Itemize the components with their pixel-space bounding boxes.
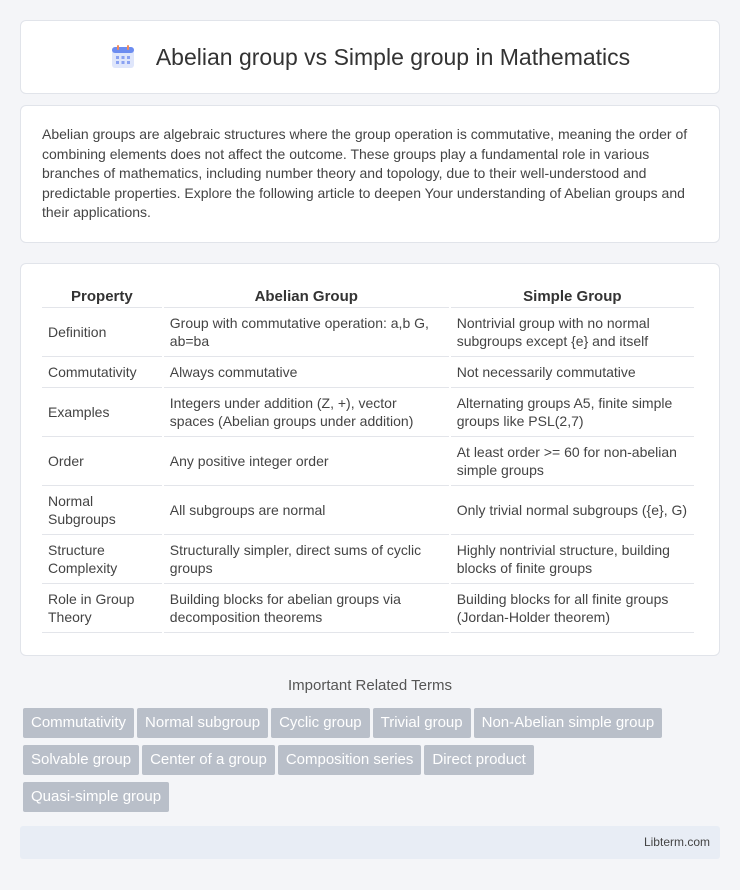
row-simple: At least order >= 60 for non-abelian simple groups [451, 437, 694, 486]
row-simple: Only trivial normal subgroups ({e}, G) [451, 486, 694, 535]
row-property: Examples [42, 388, 162, 437]
table-row [42, 535, 694, 584]
comparison-table [40, 286, 696, 633]
row-abelian: Always commutative [164, 357, 449, 388]
row-simple: Not necessarily commutative [451, 357, 694, 388]
row-property: Definition [42, 308, 162, 357]
row-simple: Nontrivial group with no normal subgroups except {e} and itself [451, 308, 694, 357]
tag-non-abelian-simple-group[interactable]: Non-Abelian simple group [474, 708, 663, 738]
tag-direct-product[interactable]: Direct product [424, 745, 533, 775]
row-abelian: Group with commutative operation: a,b G, ab=ba [164, 308, 449, 357]
tag-center-of-a-group[interactable]: Center of a group [142, 745, 275, 775]
calendar-grid-icon [110, 44, 136, 70]
intro-card [20, 105, 720, 243]
table-header-row [42, 286, 694, 308]
footer [20, 826, 720, 859]
table-row [42, 584, 694, 633]
tag-trivial-group[interactable]: Trivial group [373, 708, 471, 738]
header-abelian: Abelian Group [164, 286, 449, 308]
row-property: Order [42, 437, 162, 486]
header-card [20, 20, 720, 94]
tag-normal-subgroup[interactable]: Normal subgroup [137, 708, 268, 738]
row-simple: Building blocks for all finite groups (Jordan-Holder theorem) [451, 584, 694, 633]
row-simple: Highly nontrivial structure, building blocks of finite groups [451, 535, 694, 584]
table-row [42, 357, 694, 388]
row-abelian: Integers under addition (Z, +), vector spaces (Abelian groups under addition) [164, 388, 449, 437]
row-property: Role in Group Theory [42, 584, 162, 633]
tag-quasi-simple-group[interactable]: Quasi-simple group [23, 782, 169, 812]
row-simple: Alternating groups A5, finite simple groups like PSL(2,7) [451, 388, 694, 437]
comparison-card [20, 263, 720, 656]
row-abelian: Building blocks for abelian groups via decomposition theorems [164, 584, 449, 633]
row-abelian: All subgroups are normal [164, 486, 449, 535]
footer-site-link[interactable]: Libterm.com [643, 835, 710, 849]
related-terms-list [23, 708, 723, 819]
row-abelian: Any positive integer order [164, 437, 449, 486]
row-abelian: Structurally simpler, direct sums of cyclic groups [164, 535, 449, 584]
table-row [42, 388, 694, 437]
related-terms-title: Important Related Terms [288, 677, 452, 694]
table-row [42, 308, 694, 357]
row-property: Normal Subgroups [42, 486, 162, 535]
tag-composition-series[interactable]: Composition series [278, 745, 422, 775]
table-row [42, 486, 694, 535]
header-simple: Simple Group [451, 286, 694, 308]
table-row [42, 437, 694, 486]
intro-text: Abelian groups are algebraic structures where the group operation is commutative, meaning the order of combining elements does not affect the outcome. These groups play a fundamental role in various branches of mathematics, including number theory and topology, due to their well-understood and predictable properties. Explore the following article to deepen Your understanding of Abelian groups and their applications. [42, 126, 688, 220]
page-title: Abelian group vs Simple group in Mathematics [155, 43, 631, 70]
row-property: Structure Complexity [42, 535, 162, 584]
row-property: Commutativity [42, 357, 162, 388]
tag-solvable-group[interactable]: Solvable group [23, 745, 139, 775]
tag-cyclic-group[interactable]: Cyclic group [271, 708, 370, 738]
tag-commutativity[interactable]: Commutativity [23, 708, 134, 738]
header-property: Property [42, 286, 162, 308]
